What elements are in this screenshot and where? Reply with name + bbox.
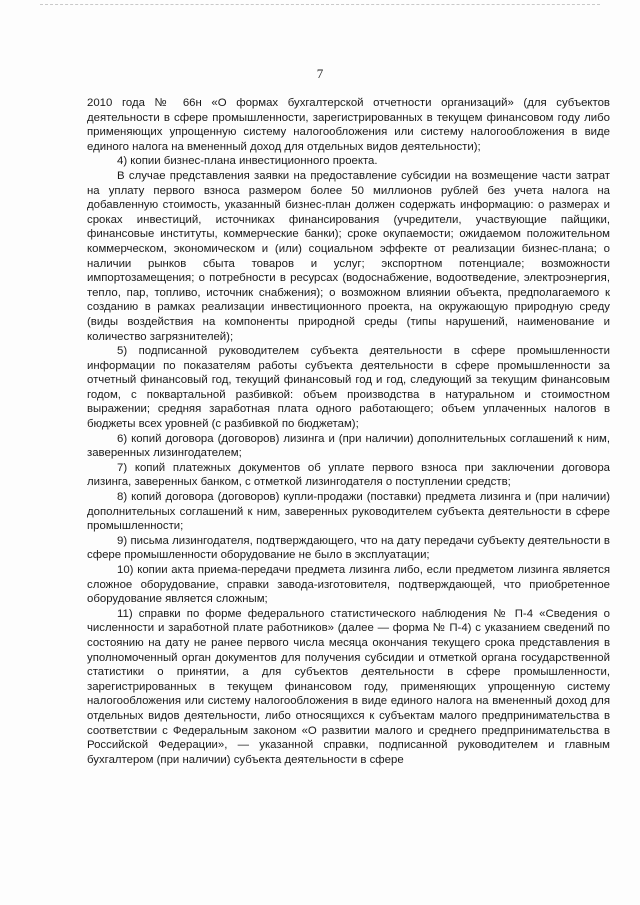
paragraph: 8) копий договора (договоров) купли-продажи (поставки) предмета лизинга и (при наличии) дополнительных соглашений к ним, заверенных руководителем субъекта деятельности в сфере промышленности; [87,491,610,533]
paragraph: 11) справки по форме федерального статистического наблюдения № П-4 «Сведения о численности и заработной плате работников» (далее — форма № П-4) с указанием сведений по состоянию на дату не ранее первого числа месяца окончания текущего срока представления в уполномоченный орган документов для получения субсидии и отметкой органа государственной статистики о принятии, а для субъектов деятельности в сфере промышленности, зарегистрированных в текущем финансовом году, применяющих упрощенную систему налогообложения или систему налогообложения в виде единого налога на вмененный доход для отдельных видов деятельности, либо относящихся к субъектам малого предпринимательства в соответствии с Федеральным законом «О развитии малого и среднего предпринимательства в Российской Федерации», — указанной справки, подписанной руководителем и главным бухгалтером (при наличии) субъекта деятельности в сфере [87,607,610,766]
paragraph: 9) письма лизингодателя, подтверждающего, что на дату передачи субъекту деятельности в сфере промышленности оборудование не было в эксплуатации; [87,534,610,562]
paragraph: 5) подписанной руководителем субъекта деятельности в сфере промышленности информации по показателям работы субъекта деятельности в сфере промышленности за отчетный финансовый год, текущий финансовый год и год, следующий за текущим финансовым годом, с поквартальной разбивкой: объем производства в натуральном и стоимостном выражении; средняя заработная плата одного работающего; объем уплаченных налогов в бюджеты всех уровней (с разбивкой по бюджетам); [87,345,610,431]
paragraph: 2010 года № 66н «О формах бухгалтерской отчетности организаций» (для субъектов деятельности в сфере промышленности, зарегистрированных в текущем финансовом году либо применяющих упрощенную систему налогообложения или систему налогообложения в виде единого налога на вмененный доход для отдельных видов деятельности); [87,97,610,153]
paragraph: 6) копий договора (договоров) лизинга и (при наличии) дополнительных соглашений к ним, заверенных лизингодателем; [87,432,610,460]
paragraph: В случае представления заявки на предоставление субсидии на возмещение части затрат на уплату первого взноса размером более 50 миллионов рублей без учета налога на добавленную стоимость, указанный бизнес-план должен содержать информацию: о размерах и сроках инвестиций, источниках финансирования (учредители, участвующие пайщики, финансовые институты, коммерческие банки); сроке окупаемости; ожидаемом положительном коммерческом, экономическом и (или) социальном эффекте от реализации бизнес-плана; о наличии рынков сбыта товаров и услуг; экспортном потенциале; возможности импортозамещения; о потребности в ресурсах (водоснабжение, водоотведение, электроэнергия, тепло, пар, топливо, источник снабжения); о возможном влиянии объекта, предполагаемого к созданию в рамках реализации инвестиционного проекта, на окружающую природную среду (виды воздействия на компоненты природной среды (типы нарушений, наименование и количество загрязнителей); [87,169,610,343]
paragraph: 4) копии бизнес-плана инвестиционного проекта. [117,155,378,168]
paragraph: 7) копий платежных документов об уплате первого взноса при заключении договора лизинга, заверенных банком, с отметкой лизингодателя о поступлении средств; [87,461,610,489]
page-number: 7 [316,66,324,81]
document-body [87,96,610,767]
paragraph: 10) копии акта приема-передачи предмета лизинга либо, если предметом лизинга является сложное оборудование, справки завода-изготовителя, подтверждающей, что приобретенное оборудование является сложным; [87,564,610,606]
scan-artifact-line [40,4,600,5]
